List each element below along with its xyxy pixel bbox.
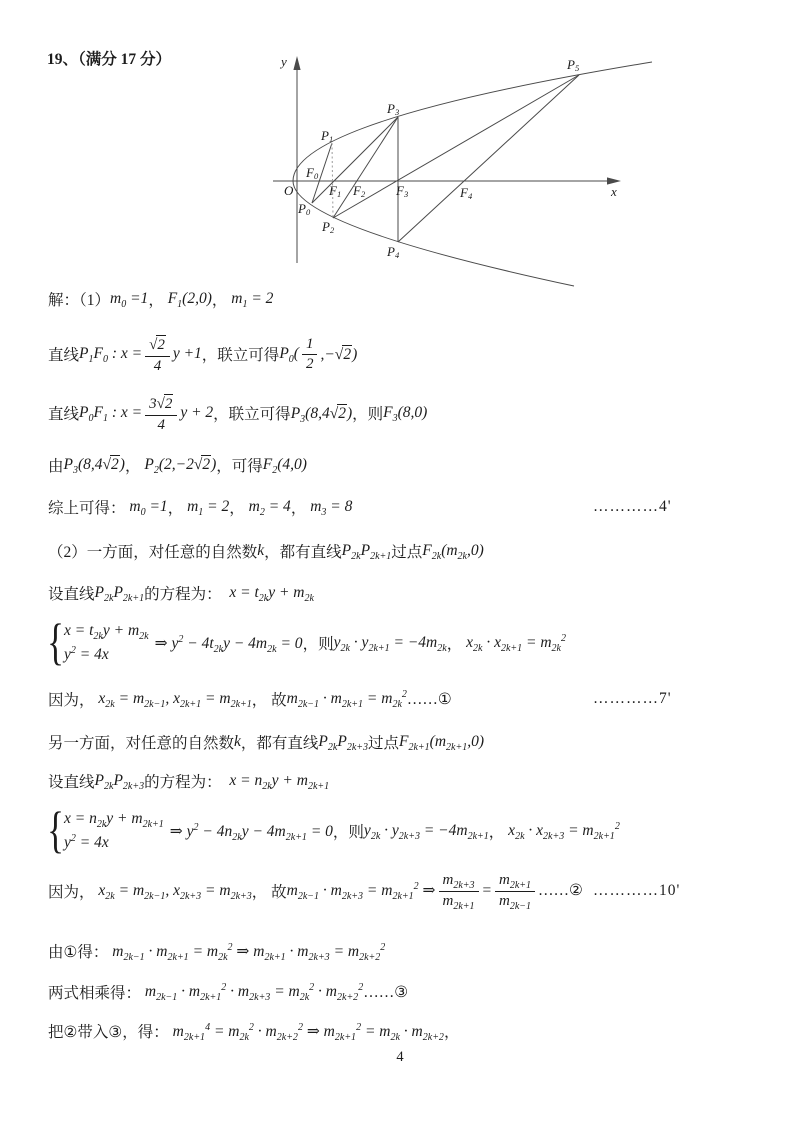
solution-line-6 bbox=[48, 540, 770, 562]
math-run: $m_{2k-1} \cdot m_{2k+3} = m_{2k+1}^2$ ⇒ bbox=[286, 881, 436, 903]
text-run: 的方程为： bbox=[144, 774, 230, 791]
math-run: $x_{2k} = m_{2k-1}$, $x_{2k+3} = m_{2k+3}$ bbox=[98, 881, 252, 902]
text-run: 另一方面，对任意的自然数 bbox=[48, 735, 235, 752]
text-run: ，可得 bbox=[216, 458, 263, 475]
math-run: $m_0 =1$ bbox=[129, 498, 168, 518]
math-run: y + 2 bbox=[180, 404, 214, 422]
math-run: k bbox=[257, 542, 265, 559]
equation-system bbox=[48, 619, 149, 667]
equation-system-row: $y^2 = 4x$ bbox=[64, 645, 109, 664]
math-run: $m_1 = 2$ bbox=[187, 498, 230, 518]
solution-line-4 bbox=[48, 454, 770, 476]
math-run: $P_3(8,4√2)$ bbox=[290, 404, 353, 425]
text-run: ，联立可得 bbox=[213, 406, 291, 424]
score-mark: …………4' bbox=[593, 498, 672, 515]
text-run: ……② bbox=[538, 882, 583, 900]
solution-line-13 bbox=[48, 872, 770, 910]
math-run: k bbox=[234, 733, 241, 750]
text-run: 两式相乘得： bbox=[48, 985, 145, 1002]
solution-line-8 bbox=[48, 619, 770, 667]
solution-line-12 bbox=[48, 807, 770, 855]
math-run: $x_{2k} \cdot x_{2k+1} = m_{2k}^2$ bbox=[466, 633, 566, 655]
text-run: 直线 bbox=[48, 406, 80, 424]
text-run: ， 故 bbox=[251, 883, 287, 901]
solution-line-5 bbox=[48, 496, 770, 518]
math-run: $x = t_{2k}y + m_{2k}$ bbox=[229, 584, 314, 604]
solution-line-10 bbox=[48, 731, 770, 753]
parabola-figure bbox=[0, 0, 800, 300]
math-run: $P_1F_0$ : x = bbox=[79, 345, 143, 366]
math-run: $m_{2k-1} \cdot m_{2k+1} = m_{2k}^2$ bbox=[286, 689, 407, 710]
text-run: ， bbox=[290, 500, 311, 517]
math-run: $F_3(8,0)$ bbox=[383, 404, 428, 425]
text-run: ……③ bbox=[363, 983, 409, 1001]
math-run: $m_{2k-1} \cdot m_{2k+1}^2 \cdot m_{2k+3} = m_{2k}^2 \cdot m_{2k+2}^2$ bbox=[144, 982, 364, 1003]
math-run: $P_3(8,4√2)$ bbox=[63, 456, 125, 477]
math-run: $y_{2k} \cdot y_{2k+3} = -4m_{2k+1}$ bbox=[363, 822, 489, 843]
text-run: 解：（1） bbox=[48, 292, 111, 309]
page-number: 4 bbox=[396, 1049, 404, 1065]
math-run: ,−√2) bbox=[320, 345, 358, 363]
text-run: ，则 bbox=[332, 824, 364, 842]
text-run: 过点 bbox=[391, 544, 423, 561]
text-run: 设直线 bbox=[48, 774, 95, 791]
label-P2: $P_2$ bbox=[322, 219, 335, 235]
text-run: ，则 bbox=[352, 406, 384, 424]
text-run: 的方程为： bbox=[144, 586, 230, 603]
text-run: ，都有直线 bbox=[264, 544, 342, 561]
solution-line-7 bbox=[48, 582, 770, 604]
solution-line-15 bbox=[48, 981, 770, 1003]
math-run: $m_{2k-1} \cdot m_{2k+1} = m_{2k}^2$ ⇒ $m_{2k+1} \cdot m_{2k+3} = m_{2k+2}^2$ bbox=[112, 941, 386, 963]
label-x-axis: x bbox=[611, 184, 617, 199]
text-run: ， bbox=[229, 500, 249, 517]
text-run: 由 bbox=[48, 458, 64, 475]
text-run: ……① bbox=[406, 690, 452, 708]
text-run: 综上可得： bbox=[48, 500, 130, 517]
text-run: 设直线 bbox=[48, 586, 95, 603]
text-run: ，都有直线 bbox=[240, 735, 319, 752]
text-run: 过点 bbox=[368, 735, 400, 752]
score-mark: …………10' bbox=[593, 881, 681, 899]
solution-line-14 bbox=[48, 940, 770, 962]
equation-system-row: { $x = n_{2k}y + m_{2k+1}$ bbox=[64, 810, 164, 830]
solution-line-11 bbox=[48, 770, 770, 792]
math-run: $F_1(2,0)$ bbox=[167, 290, 212, 310]
math-run: $P_{2k}P_{2k+1}$ bbox=[94, 584, 145, 604]
math-run: $m_{2k+1}^4 = m_{2k}^2 \cdot m_{2k+2}^2$ ⇒ $m_{2k+1}^2 = m_{2k} \cdot m_{2k+2}$ bbox=[172, 1021, 444, 1043]
math-run: ⇒ $y^2 - 4t_{2k}y - 4m_{2k} = 0$ bbox=[154, 633, 303, 655]
text-run: 直线 bbox=[48, 347, 80, 365]
fraction: $\frac{m_{2k+1}}{m_{2k-1}}$ bbox=[495, 872, 535, 910]
fraction: $\frac{m_{2k+3}}{m_{2k+1}}$ bbox=[439, 872, 479, 910]
math-run: $P_0$( bbox=[279, 345, 299, 366]
label-F1: $F_1$ bbox=[329, 183, 342, 199]
text-run: 把②带入③，得： bbox=[48, 1024, 173, 1041]
math-run: $F_{2k}(m_{2k},0)$ bbox=[422, 542, 484, 562]
solution-line-9 bbox=[48, 688, 770, 710]
text-run: 由①得： bbox=[48, 944, 113, 961]
fraction: $\frac{√2}{4}$ bbox=[145, 334, 170, 375]
label-P3: $P_3$ bbox=[387, 101, 400, 117]
solution-line-16 bbox=[48, 1020, 770, 1042]
math-run: = bbox=[481, 881, 493, 899]
fraction: $\frac{1}{2}$ bbox=[302, 336, 318, 374]
math-run: y +1 bbox=[172, 345, 202, 363]
solution-line-1 bbox=[48, 288, 770, 310]
text-run: ，联立可得 bbox=[201, 347, 280, 365]
fraction: $\frac{3√2}{4}$ bbox=[145, 393, 177, 434]
math-run: $P_{2k}P_{2k+3}$ bbox=[94, 772, 145, 792]
math-run: $P_{2k}P_{2k+1}$ bbox=[341, 542, 392, 562]
math-run: $m_1 = 2$ bbox=[231, 290, 274, 310]
label-F2: $F_2$ bbox=[353, 183, 366, 199]
equation-system-row: { $x = t_{2k}y + m_{2k}$ bbox=[64, 622, 149, 642]
label-F4: $F_4$ bbox=[460, 185, 473, 201]
math-run: ⇒ $y^2 - 4n_{2k}y - 4m_{2k+1} = 0$ bbox=[169, 821, 333, 843]
text-run: ， bbox=[488, 824, 509, 842]
label-P5: $P_5$ bbox=[567, 57, 580, 73]
text-run: ，则 bbox=[302, 636, 334, 654]
math-run: $m_2 = 4$ bbox=[248, 498, 291, 518]
label-P1: $P_1$ bbox=[321, 128, 334, 144]
text-run: ， bbox=[167, 500, 188, 517]
math-run: $P_0F_1$ : x = bbox=[79, 404, 143, 425]
text-run: ， bbox=[211, 292, 232, 309]
math-run: $F_{2k+1}(m_{2k+1},0)$ bbox=[399, 733, 485, 753]
math-run: $x_{2k} \cdot x_{2k+3} = m_{2k+1}^2$ bbox=[508, 821, 620, 843]
equation-system-row: $y^2 = 4x$ bbox=[64, 833, 109, 852]
solution-line-2 bbox=[48, 334, 770, 375]
math-run: $m_3 = 8$ bbox=[310, 498, 353, 518]
math-run: $x_{2k} = m_{2k-1}$, $x_{2k+1} = m_{2k+1}$ bbox=[98, 690, 252, 710]
text-run: ， 故 bbox=[251, 692, 287, 709]
text-run: （2）一方面，对任意的自然数 bbox=[48, 544, 258, 561]
text-run: ， bbox=[124, 458, 145, 475]
math-run: $y_{2k} \cdot y_{2k+1} = -4m_{2k}$ bbox=[333, 634, 447, 655]
math-run: $m_0 =1$ bbox=[110, 290, 149, 310]
text-run: ， bbox=[443, 1024, 460, 1041]
solution-line-3 bbox=[48, 393, 770, 434]
label-origin: O bbox=[284, 183, 294, 198]
equation-system bbox=[48, 807, 164, 855]
math-run: $P_2(2,-2√2)$ bbox=[144, 456, 217, 477]
figure-labels bbox=[0, 0, 800, 300]
score-mark: …………7' bbox=[593, 690, 672, 707]
text-run: 因为， bbox=[48, 692, 99, 709]
math-run: $F_2(4,0)$ bbox=[262, 456, 307, 476]
math-run: $x = n_{2k}y + m_{2k+1}$ bbox=[229, 772, 330, 792]
text-run: 因为， bbox=[48, 883, 99, 901]
text-run: ， bbox=[446, 636, 467, 654]
math-run: $P_{2k}P_{2k+3}$ bbox=[318, 733, 368, 753]
label-P4: $P_4$ bbox=[387, 244, 400, 260]
label-P0: $P_0$ bbox=[298, 201, 311, 217]
label-y-axis: y bbox=[281, 54, 287, 69]
text-run: ， bbox=[148, 292, 168, 309]
label-F3: $F_3$ bbox=[396, 183, 409, 199]
label-F0: $F_0$ bbox=[306, 165, 319, 181]
problem-heading: 19、（满分 17 分） bbox=[47, 51, 172, 68]
